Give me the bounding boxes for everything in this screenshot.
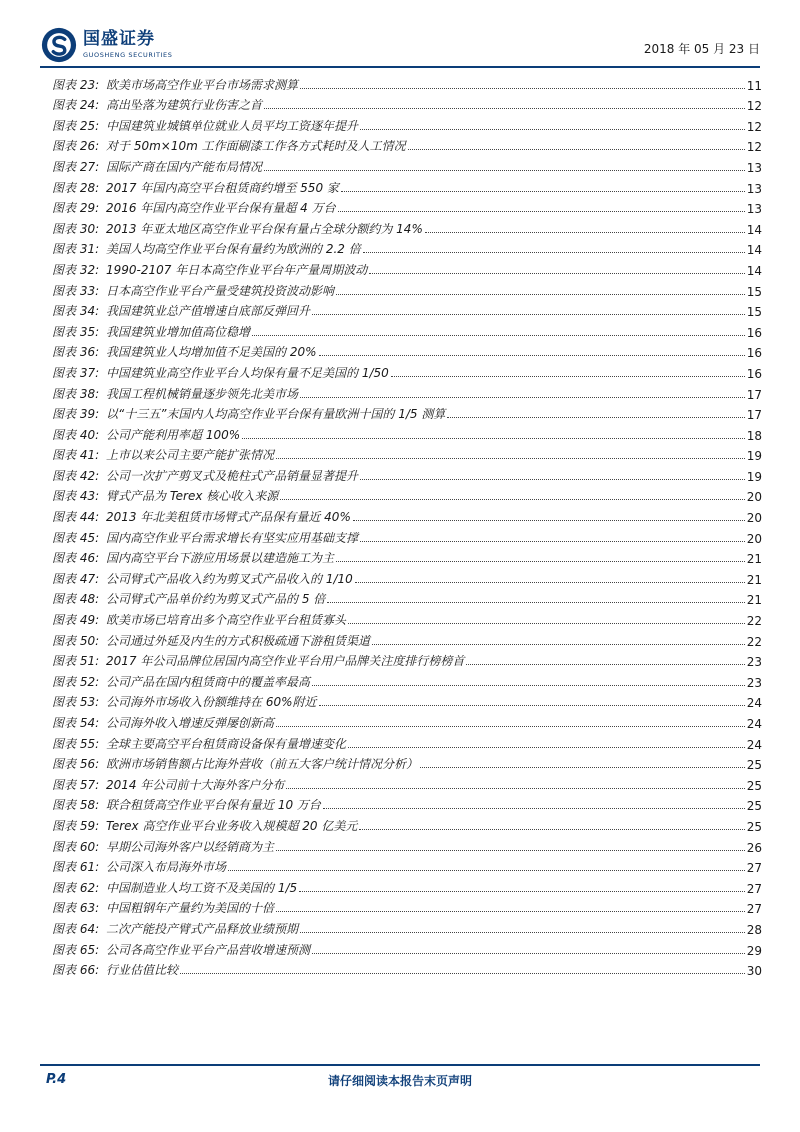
figure-label: 图表 46: — [52, 551, 100, 566]
leader-dots — [348, 747, 745, 748]
figure-list-item[interactable] — [52, 628, 762, 649]
figure-label: 图表 50: — [52, 633, 100, 648]
leader-dots — [280, 499, 744, 500]
leader-dots — [252, 335, 745, 336]
figure-page-number: 12 — [746, 140, 762, 155]
figure-title[interactable]: 对于 50m×10m 工作面刷漆工作各方式耗时及人工情况 — [106, 139, 406, 154]
leader-dots — [312, 314, 745, 315]
figure-page-number: 14 — [746, 222, 762, 237]
figure-list-item[interactable] — [52, 958, 762, 979]
figure-list-item[interactable] — [52, 360, 762, 381]
figure-page-number: 13 — [746, 181, 762, 196]
header-divider — [40, 66, 760, 68]
figure-page-number: 14 — [746, 243, 762, 258]
footer-divider — [40, 1064, 760, 1066]
figure-page-number: 21 — [746, 593, 762, 608]
figure-label: 图表 57: — [52, 777, 100, 792]
figure-list-item[interactable] — [52, 299, 762, 320]
leader-dots — [359, 829, 744, 830]
figure-title[interactable]: 2014 年公司前十大海外客户分布 — [106, 777, 285, 792]
figure-label: 图表 45: — [52, 530, 100, 545]
figure-title[interactable]: 臂式产品为 Terex 核心收入来源 — [106, 489, 279, 504]
figure-title[interactable]: 公司海外市场收入份额维持在 60%附近 — [106, 695, 317, 710]
figure-label: 图表 32: — [52, 262, 100, 277]
leader-dots — [276, 458, 745, 459]
figure-title[interactable]: 高出坠落为建筑行业伤害之首 — [106, 98, 263, 113]
figure-list-item[interactable] — [52, 813, 762, 834]
figure-page-number: 12 — [746, 99, 762, 114]
figure-label: 图表 29: — [52, 201, 100, 216]
figure-label: 图表 47: — [52, 571, 100, 586]
figure-title[interactable]: 我国建筑业人均增加值不足美国的 20% — [106, 345, 317, 360]
figure-title[interactable]: 公司产能利用率超 100% — [106, 427, 241, 442]
brand-name-en: GUOSHENG SECURITIES — [83, 51, 173, 60]
figure-title[interactable]: 上市以来公司主要产能扩张情况 — [106, 448, 275, 463]
figure-page-number: 21 — [746, 552, 762, 567]
leader-dots — [276, 850, 745, 851]
figure-title[interactable]: 公司深入布局海外市场 — [106, 860, 227, 875]
figure-title[interactable]: 公司一次扩产剪叉式及桅柱式产品销量显著提升 — [106, 468, 359, 483]
leader-dots — [299, 891, 745, 892]
brand-logo-icon — [40, 26, 78, 64]
figure-label: 图表 64: — [52, 921, 100, 936]
figure-title[interactable]: 2013 年北美租赁市场臂式产品保有量近 40% — [106, 510, 351, 525]
figure-list-item[interactable] — [52, 793, 762, 814]
figure-list-item[interactable] — [52, 525, 762, 546]
figure-page-number: 17 — [746, 387, 762, 402]
figure-label: 图表 34: — [52, 304, 100, 319]
leader-dots — [300, 88, 745, 89]
figure-page-number: 19 — [746, 449, 762, 464]
leader-dots — [336, 561, 745, 562]
figure-page-number: 19 — [746, 469, 762, 484]
leader-dots — [360, 129, 745, 130]
figure-list-item[interactable] — [52, 710, 762, 731]
figure-label: 图表 41: — [52, 448, 100, 463]
figure-title[interactable]: 以“十三五”末国内人均高空作业平台保有量欧洲十国的 1/5 测算 — [106, 407, 446, 422]
figure-page-number: 13 — [746, 160, 762, 175]
leader-dots — [338, 211, 745, 212]
leader-dots — [360, 541, 745, 542]
figure-list-item[interactable] — [52, 134, 762, 155]
figure-label: 图表 25: — [52, 118, 100, 133]
figure-label: 图表 33: — [52, 283, 100, 298]
leader-dots — [369, 273, 744, 274]
figure-title[interactable]: 国内高空平台下游应用场景以建造施工为主 — [106, 551, 335, 566]
figure-page-number: 28 — [746, 922, 762, 937]
figure-page-number: 15 — [746, 305, 762, 320]
figure-label: 图表 38: — [52, 386, 100, 401]
leader-dots — [180, 973, 745, 974]
figure-title[interactable]: 公司各高空作业平台产品营收增速预测 — [106, 942, 311, 957]
figure-title[interactable]: 中国建筑业城镇单位就业人员平均工资逐年提升 — [106, 118, 359, 133]
figure-list-item[interactable] — [52, 607, 762, 628]
figure-title[interactable]: 全球主要高空平台租赁商设备保有量增速变化 — [106, 736, 347, 751]
figure-title[interactable]: 我国工程机械销量逐步领先北美市场 — [106, 386, 299, 401]
figure-page-number: 11 — [746, 78, 762, 93]
figure-label: 图表 65: — [52, 942, 100, 957]
figure-title[interactable]: 我国建筑业总产值增速自底部反弹回升 — [106, 304, 311, 319]
figure-list-item[interactable] — [52, 154, 762, 175]
figure-title[interactable]: 中国制造业人均工资不及美国的 1/5 — [106, 880, 298, 895]
figure-label: 图表 62: — [52, 880, 100, 895]
figure-page-number: 29 — [746, 943, 762, 958]
figure-page-number: 16 — [746, 325, 762, 340]
figure-list-item[interactable] — [52, 834, 762, 855]
figure-page-number: 25 — [746, 819, 762, 834]
leader-dots — [327, 602, 744, 603]
figure-page-number: 21 — [746, 572, 762, 587]
figure-title[interactable]: 欧美市场已培育出多个高空作业平台租赁寡头 — [106, 613, 347, 628]
figure-list-item[interactable] — [52, 731, 762, 752]
figure-label: 图表 48: — [52, 592, 100, 607]
figure-page-number: 22 — [746, 614, 762, 629]
figure-title[interactable]: 早期公司海外客户以经销商为主 — [106, 839, 275, 854]
figure-list-item[interactable] — [52, 422, 762, 443]
figure-title[interactable]: 欧洲市场销售额占比海外营收（前五大客户统计情况分析） — [106, 757, 419, 772]
figure-title[interactable]: 美国人均高空作业平台保有量约为欧洲的 2.2 倍 — [106, 242, 361, 257]
figure-list-item[interactable] — [52, 175, 762, 196]
figure-list-item[interactable] — [52, 504, 762, 525]
figure-label: 图表 23: — [52, 77, 100, 92]
figure-list-item[interactable] — [52, 402, 762, 423]
figure-page-number: 25 — [746, 778, 762, 793]
figure-page-number: 20 — [746, 490, 762, 505]
figure-title[interactable]: 中国建筑业高空作业平台人均保有量不足美国的 1/50 — [106, 365, 389, 380]
figure-page-number: 25 — [746, 799, 762, 814]
figure-label: 图表 31: — [52, 242, 100, 257]
page-header — [40, 26, 760, 62]
leader-dots — [276, 911, 745, 912]
figure-title[interactable]: 公司臂式产品单价约为剪叉式产品的 5 倍 — [106, 592, 326, 607]
figure-page-number: 14 — [746, 263, 762, 278]
figure-list-item[interactable] — [52, 340, 762, 361]
leader-dots — [408, 149, 745, 150]
figure-list-item[interactable] — [52, 875, 762, 896]
figure-title[interactable]: 欧美市场高空作业平台市场需求测算 — [106, 77, 299, 92]
figure-page-number: 23 — [746, 655, 762, 670]
leader-dots — [300, 932, 745, 933]
figure-list — [52, 72, 762, 978]
figure-label: 图表 35: — [52, 324, 100, 339]
figure-list-item[interactable] — [52, 484, 762, 505]
figure-list-item[interactable] — [52, 772, 762, 793]
figure-label: 图表 43: — [52, 489, 100, 504]
figure-label: 图表 28: — [52, 180, 100, 195]
figure-list-item[interactable] — [52, 937, 762, 958]
figure-label: 图表 30: — [52, 221, 100, 236]
figure-label: 图表 37: — [52, 365, 100, 380]
leader-dots — [242, 438, 745, 439]
leader-dots — [286, 788, 744, 789]
figure-page-number: 27 — [746, 881, 762, 896]
figure-page-number: 27 — [746, 902, 762, 917]
figure-title[interactable]: 公司通过外延及内生的方式积极疏通下游租赁渠道 — [106, 633, 371, 648]
figure-list-item[interactable] — [52, 669, 762, 690]
figure-list-item[interactable] — [52, 319, 762, 340]
figure-list-item[interactable] — [52, 216, 762, 237]
figure-page-number: 18 — [746, 428, 762, 443]
figure-label: 图表 26: — [52, 139, 100, 154]
figure-label: 图表 53: — [52, 695, 100, 710]
leader-dots — [355, 582, 745, 583]
figure-list-item[interactable] — [52, 278, 762, 299]
leader-dots — [341, 191, 745, 192]
figure-list-item[interactable] — [52, 916, 762, 937]
brand-name: 国盛证券 — [83, 29, 155, 50]
leader-dots — [264, 170, 745, 171]
disclaimer-note: 请仔细阅读本报告末页声明 — [327, 1074, 472, 1088]
leader-dots — [228, 870, 745, 871]
figure-page-number: 27 — [746, 861, 762, 876]
leader-dots — [300, 397, 745, 398]
figure-title[interactable]: 2017 年公司品牌位居国内高空作业平台用户品牌关注度排行榜榜首 — [106, 654, 465, 669]
leader-dots — [336, 294, 745, 295]
figure-label: 图表 55: — [52, 736, 100, 751]
figure-list-item[interactable] — [52, 381, 762, 402]
figure-label: 图表 59: — [52, 818, 100, 833]
figure-label: 图表 49: — [52, 613, 100, 628]
figure-page-number: 20 — [746, 511, 762, 526]
report-date: 2018 年 05 月 23 日 — [643, 42, 760, 56]
figure-title[interactable]: 中国粗钢年产量约为美国的十倍 — [106, 901, 275, 916]
figure-title[interactable]: 2017 年国内高空平台租赁商约增至 550 家 — [106, 180, 339, 195]
leader-dots — [420, 767, 745, 768]
figure-label: 图表 63: — [52, 901, 100, 916]
figure-list-item[interactable] — [52, 587, 762, 608]
figure-page-number: 30 — [746, 964, 762, 979]
leader-dots — [348, 623, 745, 624]
figure-page-number: 17 — [746, 408, 762, 423]
figure-page-number: 24 — [746, 717, 762, 731]
figure-page-number: 16 — [746, 346, 762, 361]
figure-list-item[interactable] — [52, 443, 762, 464]
figure-page-number: 13 — [746, 202, 762, 217]
figure-label: 图表 58: — [52, 798, 100, 813]
figure-title[interactable]: 二次产能投产臂式产品释放业绩预期 — [106, 921, 299, 936]
figure-page-number: 26 — [746, 840, 762, 855]
leader-dots — [425, 232, 745, 233]
figure-list-item[interactable] — [52, 113, 762, 134]
figure-page-number: 12 — [746, 119, 762, 134]
figure-label: 图表 24: — [52, 98, 100, 113]
figure-title[interactable]: 日本高空作业平台产量受建筑投资波动影响 — [106, 283, 335, 298]
figure-label: 图表 54: — [52, 716, 100, 730]
figure-label: 图表 51: — [52, 654, 100, 669]
figure-label: 图表 66: — [52, 963, 100, 978]
page-number: P.4 — [46, 1072, 67, 1087]
leader-dots — [353, 520, 745, 521]
leader-dots — [319, 355, 745, 356]
figure-title[interactable]: 公司产品在国内租赁商中的覆盖率最高 — [106, 674, 311, 689]
figure-title[interactable]: 1990-2107 年日本高空作业平台年产量周期波动 — [106, 262, 368, 277]
leader-dots — [363, 252, 745, 253]
figure-list-item[interactable] — [52, 463, 762, 484]
leader-dots — [312, 685, 745, 686]
figure-label: 图表 56: — [52, 757, 100, 772]
figure-page-number: 24 — [746, 737, 762, 752]
figure-page-number: 24 — [746, 696, 762, 711]
figure-label: 图表 39: — [52, 407, 100, 422]
figure-list-item[interactable] — [52, 752, 762, 773]
figure-list-item[interactable] — [52, 93, 762, 114]
leader-dots — [372, 644, 745, 645]
figure-list-item[interactable] — [52, 649, 762, 670]
figure-page-number: 25 — [746, 758, 762, 773]
figure-label: 图表 40: — [52, 427, 100, 442]
figure-page-number: 22 — [746, 634, 762, 649]
figure-list-item[interactable] — [52, 72, 762, 93]
figure-label: 图表 36: — [52, 345, 100, 360]
figure-label: 图表 52: — [52, 674, 100, 689]
figure-title[interactable]: 国内高空作业平台需求增长有坚实应用基础支撑 — [106, 530, 359, 545]
figure-list-item[interactable] — [52, 196, 762, 217]
figure-title[interactable]: 2016 年国内高空作业平台保有量超 4 万台 — [106, 201, 336, 216]
leader-dots — [447, 417, 744, 418]
figure-list-item[interactable] — [52, 546, 762, 567]
leader-dots — [323, 808, 745, 809]
leader-dots — [312, 953, 745, 954]
figure-page-number: 23 — [746, 675, 762, 690]
figure-label: 图表 61: — [52, 860, 100, 875]
figure-title[interactable]: 我国建筑业增加值高位稳增 — [106, 324, 251, 339]
figure-label: 图表 44: — [52, 510, 100, 525]
leader-dots — [264, 108, 745, 109]
figure-page-number: 15 — [746, 284, 762, 299]
figure-title[interactable]: 国际产商在国内产能布局情况 — [106, 159, 263, 174]
figure-list-item[interactable] — [52, 257, 762, 278]
figure-title[interactable]: 公司臂式产品收入约为剪叉式产品收入的 1/10 — [106, 571, 353, 586]
figure-page-number: 20 — [746, 531, 762, 546]
figure-list-item[interactable] — [52, 896, 762, 917]
leader-dots — [391, 376, 745, 377]
figure-page-number: 16 — [746, 366, 762, 381]
figure-title[interactable]: 公司海外收入增速反弹屡创新高 — [106, 716, 275, 730]
leader-dots — [319, 705, 745, 706]
leader-dots — [360, 479, 745, 480]
figure-list-item[interactable] — [52, 566, 762, 587]
figure-title[interactable]: 2013 年亚太地区高空作业平台保有量占全球分额约为 14% — [106, 221, 423, 236]
brand-logo — [40, 26, 172, 64]
figure-list-item[interactable] — [52, 237, 762, 258]
figure-label: 图表 60: — [52, 839, 100, 854]
figure-list-item[interactable] — [52, 855, 762, 876]
leader-dots — [276, 726, 745, 727]
leader-dots — [466, 664, 744, 665]
figure-title[interactable]: 联合租赁高空作业平台保有量近 10 万台 — [106, 798, 321, 813]
figure-title[interactable]: Terex 高空作业平台业务收入规模超 20 亿美元 — [106, 818, 358, 833]
figure-label: 图表 27: — [52, 159, 100, 174]
figure-title[interactable]: 行业估值比较 — [106, 963, 179, 978]
figure-label: 图表 42: — [52, 468, 100, 483]
figure-list-item[interactable] — [52, 690, 762, 711]
